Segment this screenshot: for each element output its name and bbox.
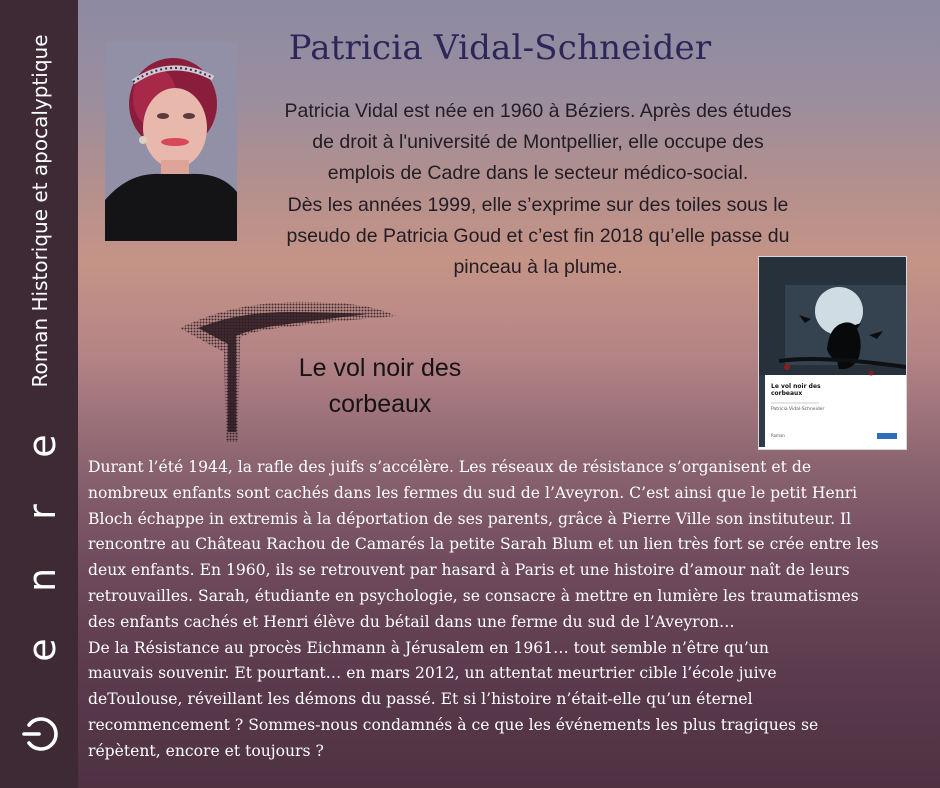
book-title-line: Le vol noir des: [298, 354, 462, 382]
synopsis-line: recommencement ? Sommes-nous condamnés à ce que les événements les plus tragiques se: [88, 715, 819, 734]
synopsis-line: Bloch échappe in extremis à la déportation de ses parents, grâce à Pierre Ville son instituteur. Il: [88, 509, 852, 528]
book-title: [270, 350, 490, 422]
genre-letter-e1: e: [20, 638, 64, 662]
genre-caption: Roman Historique et apocalyptique: [28, 34, 52, 388]
bio-line: Dès les années 1999, elle s’exprime sur des toiles sous le: [287, 193, 789, 216]
genre-letter-r: r: [20, 504, 64, 520]
bio-line: pinceau à la plume.: [453, 256, 623, 279]
synopsis-line: rencontre au Château Rachou de Camarés la petite Sarah Blum et un lien très fort se crée entre les: [88, 535, 879, 554]
bio-line: pseudo de Patricia Goud et c’est fin 2018 qu’elle passe du: [286, 224, 790, 247]
synopsis-line: Durant l’été 1944, la rafle des juifs s’accélère. Les réseaux de résistance s’organisent et de: [88, 458, 812, 476]
cover-title: Le vol noir des corbeaux: [771, 383, 821, 397]
synopsis-line: nombreux enfants sont cachés dans les fermes du sud de l’Aveyron. C’est ainsi que le petit Henri: [88, 483, 858, 502]
author-bio: [248, 96, 828, 283]
synopsis-line: mauvais souvenir. Et pourtant… en mars 2012, un attentat meurtrier cible l’école juive: [88, 664, 777, 683]
author-name: Patricia Vidal-Schneider: [288, 28, 712, 68]
bio-line: de droit à l'université de Montpellier, elle occupe des: [312, 131, 764, 154]
bio-line: emplois de Cadre dans le secteur médico-social.: [327, 162, 749, 185]
cover-author: Patricia Vidal-Schneider: [771, 407, 825, 412]
synopsis-line: des enfants cachés et Henri élève du bétail dans une ferme du sud de l’Aveyron…: [88, 612, 735, 631]
synopsis-line: De la Résistance au procès Eichmann à Jérusalem en 1961… tout semble n’être qu’un: [88, 638, 769, 657]
power-icon: [20, 714, 60, 754]
synopsis-line: deux enfants. En 1960, ils se retrouvent par hasard à Paris et une histoire d’amour naît de leurs: [88, 561, 850, 580]
publisher-logo: [877, 433, 897, 439]
genre-vertical-label: [0, 0, 78, 788]
synopsis-line: répètent, encore et toujours ?: [88, 741, 324, 760]
cover-genre: Roman: [771, 433, 785, 438]
genre-letter-e2: e: [20, 434, 64, 458]
synopsis: [88, 455, 916, 765]
genre-letter-n: n: [20, 567, 64, 593]
author-portrait: [105, 42, 237, 241]
book-cover: [758, 256, 907, 450]
synopsis-line: deToulouse, réveillant les démons du passé. Et si l’histoire n’était-elle qu’un éternel: [88, 690, 753, 709]
synopsis-line: retrouvailles. Sarah, étudiante en psychologie, se consacre à mettre en lumière les traumatismes: [88, 586, 859, 605]
book-title-line: corbeaux: [328, 390, 432, 418]
bio-line: Patricia Vidal est née en 1960 à Béziers. Après des études: [284, 100, 792, 122]
crow-illustration: [759, 257, 906, 447]
